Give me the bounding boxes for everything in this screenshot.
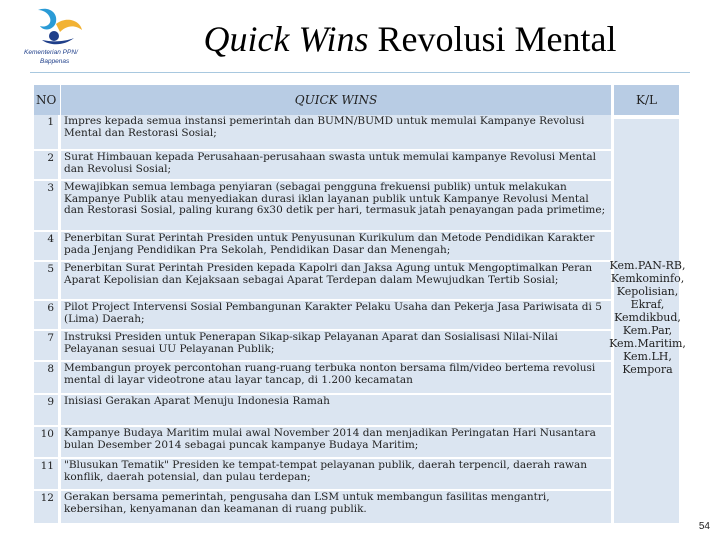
table-row — [34, 115, 614, 149]
table-row — [34, 301, 614, 329]
table-row — [34, 151, 614, 179]
row-text: Mewajibkan semua lembaga penyiaran (sebagai pengguna frekuensi publik) untuk melakukan Kampanye Publik atau menyediakan durasi iklan layanan publik untuk Kampanye Revolusi Mental dan Restorasi Sosial, paling kurang 6x30 detik per hari, termasuk jatah penayangan pada primetime; — [61, 181, 611, 230]
header-kl: K/L — [614, 85, 679, 115]
row-text: Membangun proyek percontohan ruang-ruang terbuka nonton bersama film/video bertema revolusi mental di layar videotrone atau layar tancap, di 1.200 kecamatan — [61, 362, 611, 393]
row-number: 6 — [34, 301, 58, 329]
table-row — [34, 181, 614, 230]
row-text: Gerakan bersama pemerintah, pengusaha dan LSM untuk membangun fasilitas mengantri, kebersihan, kenyamanan dan keamanan di ruang publik. — [61, 491, 611, 523]
table-row — [34, 232, 614, 260]
row-number: 12 — [34, 491, 58, 523]
title-italic-part: Quick Wins — [203, 19, 369, 59]
row-text: Penerbitan Surat Perintah Presiden kepada Kapolri dan Jaksa Agung untuk Mengoptimalkan Peran Aparat Kepolisian dan Kejaksaan sebagai Aparat Terdepan dalam Mewujudkan Tertib Sosial; — [61, 262, 611, 299]
table-row — [34, 331, 614, 360]
row-number: 3 — [34, 181, 58, 230]
row-number: 8 — [34, 362, 58, 393]
page-number: 54 — [698, 521, 710, 532]
row-text: Impres kepada semua instansi pemerintah dan BUMN/BUMD untuk memulai Kampanye Revolusi Mental dan Restorasi Sosial; — [61, 115, 611, 149]
row-text: Kampanye Budaya Maritim mulai awal November 2014 dan menjadikan Peringatan Hari Nusantara bulan Desember 2014 sebagai puncak kampanye Budaya Maritim; — [61, 427, 611, 457]
title-divider — [30, 72, 690, 73]
title-rest-part: Revolusi Mental — [368, 19, 617, 59]
page-title — [160, 18, 660, 60]
table-row — [34, 362, 614, 393]
table-row — [34, 395, 614, 425]
header-quick-wins: QUICK WINS — [61, 85, 611, 115]
quick-wins-table — [34, 85, 686, 523]
header-no: NO — [34, 85, 60, 115]
bappenas-logo — [20, 6, 100, 68]
row-number: 1 — [34, 115, 58, 149]
bappenas-emblem-icon — [34, 6, 86, 48]
logo-text-agency: Bappenas — [40, 58, 70, 65]
row-number: 5 — [34, 262, 58, 299]
row-number: 7 — [34, 331, 58, 360]
row-text: Inisiasi Gerakan Aparat Menuju Indonesia Ramah — [61, 395, 611, 425]
table-header — [34, 85, 679, 115]
table-row — [34, 491, 614, 523]
kl-ministries-text: Kem.PAN-RB, Kemkominfo, Kepolisian, Ekraf, Kemdikbud, Kem.Par, Kem.Maritim, Kem.LH, Kempora — [609, 259, 686, 376]
row-text: Surat Himbauan kepada Perusahaan-perusahaan swasta untuk memulai kampanye Revolusi Mental dan Revolusi Sosial; — [61, 151, 611, 179]
row-number: 2 — [34, 151, 58, 179]
row-text: Instruksi Presiden untuk Penerapan Sikap-sikap Pelayanan Aparat dan Sosialisasi Nilai-Nilai Pelayanan sesuai UU Pelayanan Publik; — [61, 331, 611, 360]
row-number: 4 — [34, 232, 58, 260]
table-row — [34, 262, 614, 299]
row-text: Penerbitan Surat Perintah Presiden untuk Penyusunan Kurikulum dan Metode Pendidikan Karakter pada Jenjang Pendidikan Pra Sekolah, Pendidikan Dasar dan Menengah; — [61, 232, 611, 260]
row-number: 11 — [34, 459, 58, 489]
table-row — [34, 459, 614, 489]
kl-column — [609, 119, 686, 523]
row-number: 10 — [34, 427, 58, 457]
row-number: 9 — [34, 395, 58, 425]
table-row — [34, 427, 614, 457]
row-text: "Blusukan Tematik" Presiden ke tempat-tempat pelayanan publik, daerah terpencil, daerah rawan konflik, daerah potensial, dan pulau terdepan; — [61, 459, 611, 489]
row-text: Pilot Project Intervensi Sosial Pembangunan Karakter Pelaku Usaha dan Pekerja Jasa Pariwisata di 5 (Lima) Daerah; — [61, 301, 611, 329]
logo-text-ministry: Kementerian PPN/ — [24, 49, 78, 56]
